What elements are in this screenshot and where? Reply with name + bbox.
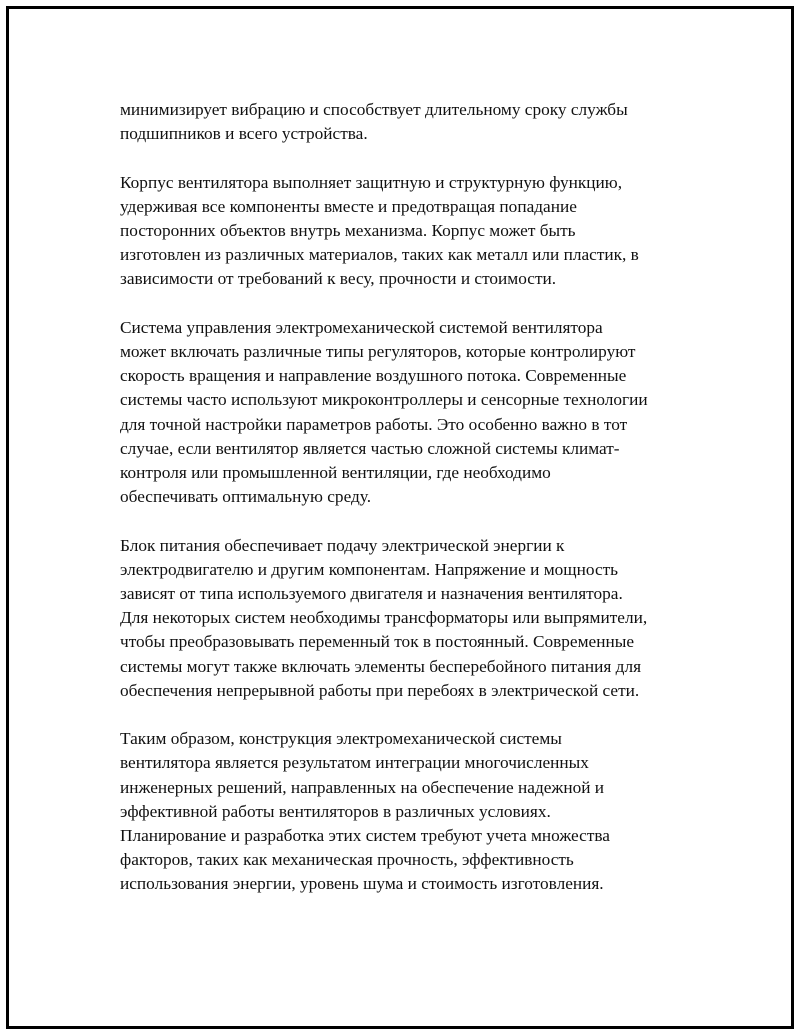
text-line: факторов, таких как механическая прочность, эффективность bbox=[120, 850, 574, 870]
text-line: удерживая все компоненты вместе и предотвращая попадание bbox=[120, 196, 577, 216]
text-line: Система управления электромеханической системой вентилятора bbox=[120, 317, 603, 337]
text-line: обеспечения непрерывной работы при перебоях в электрической сети. bbox=[120, 680, 640, 700]
paragraph bbox=[120, 727, 700, 896]
text-line: системы могут также включать элементы бесперебойного питания для bbox=[120, 656, 642, 676]
paragraph bbox=[120, 316, 700, 510]
text-line: Для некоторых систем необходимы трансформаторы или выпрямители, bbox=[120, 608, 648, 628]
text-line: Корпус вентилятора выполняет защитную и структурную функцию, bbox=[120, 172, 623, 192]
text-line: чтобы преобразовывать переменный ток в постоянный. Современные bbox=[120, 632, 634, 652]
text-line: электродвигателю и другим компонентам. Напряжение и мощность bbox=[120, 559, 619, 579]
text-line: инженерных решений, направленных на обеспечение надежной и bbox=[120, 777, 605, 797]
text-line: для точной настройки параметров работы. Это особенно важно в тот bbox=[120, 414, 628, 434]
page-frame bbox=[6, 6, 794, 1029]
text-line: минимизирует вибрацию и способствует длительному сроку службы bbox=[120, 100, 628, 119]
paragraph bbox=[120, 98, 700, 146]
text-line: изготовлен из различных материалов, таких как металл или пластик, в bbox=[120, 245, 639, 265]
text-line: Таким образом, конструкция электромеханической системы bbox=[120, 729, 562, 749]
text-line: контроля или промышленной вентиляции, где необходимо bbox=[120, 463, 551, 483]
text-line: системы часто используют микроконтроллеры и сенсорные технологии bbox=[120, 390, 648, 410]
paragraph bbox=[120, 534, 700, 703]
text-line: может включать различные типы регуляторов, которые контролируют bbox=[120, 342, 636, 361]
text-line: случае, если вентилятор является частью сложной системы климат- bbox=[120, 438, 620, 458]
text-line: Блок питания обеспечивает подачу электрической энергии к bbox=[120, 535, 565, 555]
text-line: обеспечивать оптимальную среду. bbox=[120, 487, 372, 507]
text-line: зависят от типа используемого двигателя и назначения вентилятора. bbox=[120, 584, 623, 604]
text-line: использования энергии, уровень шума и стоимость изготовления. bbox=[120, 874, 604, 894]
text-line: Планирование и разработка этих систем требуют учета множества bbox=[120, 826, 610, 846]
text-line: эффективной работы вентиляторов в различных условиях. bbox=[120, 801, 551, 821]
text-line: скорость вращения и направление воздушного потока. Современные bbox=[120, 366, 627, 386]
paragraph bbox=[120, 171, 700, 292]
document-body bbox=[120, 98, 700, 921]
text-line: подшипников и всего устройства. bbox=[120, 124, 368, 144]
text-line: вентилятора является результатом интеграции многочисленных bbox=[120, 753, 589, 773]
text-line: посторонних объектов внутрь механизма. Корпус может быть bbox=[120, 221, 576, 240]
text-line: зависимости от требований к весу, прочности и стоимости. bbox=[120, 269, 557, 289]
